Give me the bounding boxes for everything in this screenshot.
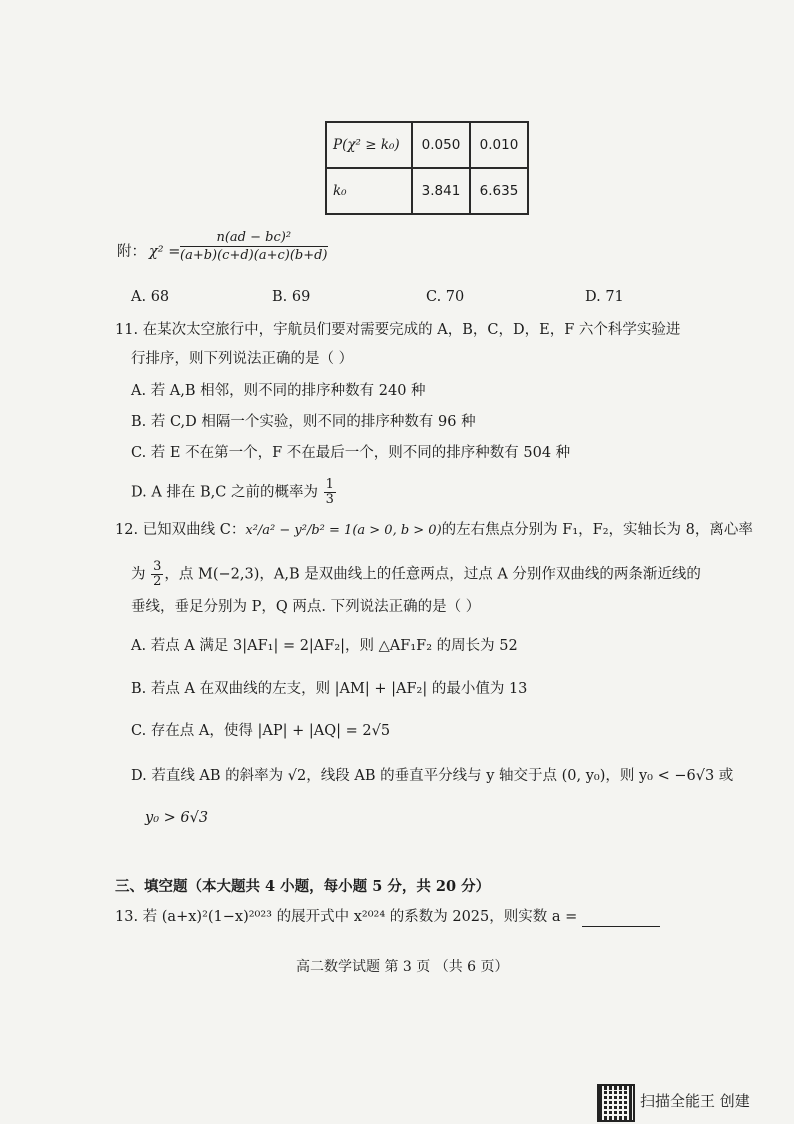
table-cell: P(χ² ≥ k₀) bbox=[326, 122, 412, 168]
fraction-numerator: n(ad − bc)² bbox=[180, 230, 328, 247]
q12-option-a: A. 若点 A 满足 3|AF₁| = 2|AF₂|，则 △AF₁F₂ 的周长为 52 bbox=[131, 638, 518, 654]
q12-stem-prefix: 12. 已知双曲线 C： bbox=[115, 522, 246, 538]
q12-stem2-prefix: 为 bbox=[131, 566, 146, 583]
q12-option-b: B. 若点 A 在双曲线的左支，则 |AM| + |AF₂| 的最小值为 13 bbox=[131, 681, 528, 697]
table-cell: k₀ bbox=[326, 168, 412, 214]
table-cell: 0.050 bbox=[412, 122, 470, 168]
q10-option-c: C. 70 bbox=[426, 289, 465, 305]
probability-fraction bbox=[324, 478, 336, 507]
q11-option-a: A. 若 A,B 相邻，则不同的排序种数有 240 种 bbox=[131, 383, 426, 399]
q11-stem-line1: 11. 在某次太空旅行中，宇航员们要对需要完成的 A，B，C，D，E，F 六个科学实验进 bbox=[115, 322, 681, 338]
fraction-denominator: (a+b)(c+d)(a+c)(b+d) bbox=[180, 248, 328, 263]
critical-value-table bbox=[325, 121, 529, 215]
qr-code-icon bbox=[597, 1084, 635, 1122]
q13-text: 13. 若 (a+x)²(1−x)²⁰²³ 的展开式中 x²⁰²⁴ 的系数为 2025，则实数 a = bbox=[115, 909, 578, 925]
q10-option-d: D. 71 bbox=[585, 289, 624, 305]
q13-stem bbox=[115, 907, 660, 927]
formula-lhs: χ² = bbox=[149, 244, 181, 260]
q10-option-b: B. 69 bbox=[272, 289, 311, 305]
table-cell: 6.635 bbox=[470, 168, 528, 214]
q11-option-d-text: D. A 排在 B,C 之前的概率为 bbox=[131, 484, 318, 501]
table-cell: 3.841 bbox=[412, 168, 470, 214]
q11-option-b: B. 若 C,D 相隔一个实验，则不同的排序种数有 96 种 bbox=[131, 414, 476, 430]
table-row bbox=[326, 122, 528, 168]
q12-option-d-line2: y₀ > 6√3 bbox=[145, 810, 209, 826]
eccentricity-fraction bbox=[151, 560, 163, 589]
hyperbola-equation: x²/a² − y²/b² = 1(a > 0, b > 0) bbox=[245, 523, 442, 538]
fraction-numerator: 3 bbox=[153, 559, 162, 574]
q12-option-d-line1: D. 若直线 AB 的斜率为 √2，线段 AB 的垂直平分线与 y 轴交于点 (0, y₀)，则 y₀ < −6√3 或 bbox=[131, 768, 734, 784]
scanner-watermark: 扫描全能王 创建 bbox=[640, 1092, 750, 1110]
formula-label: 附： bbox=[117, 244, 146, 260]
table-row bbox=[326, 168, 528, 214]
q12-stem-line3: 垂线，垂足分别为 P，Q 两点. 下列说法正确的是（ ） bbox=[131, 599, 481, 615]
q12-stem2-suffix: ，点 M(−2,3)，A,B 是双曲线上的任意两点，过点 A 分别作双曲线的两条渐近线的 bbox=[164, 566, 701, 583]
q11-stem-line2: 行排序，则下列说法正确的是（ ） bbox=[131, 351, 354, 367]
chi-square-fraction bbox=[180, 230, 328, 263]
q11-option-c: C. 若 E 不在第一个，F 不在最后一个，则不同的排序种数有 504 种 bbox=[131, 445, 571, 461]
page-footer: 高二数学试题 第 3 页 （共 6 页） bbox=[296, 959, 509, 975]
q12-option-c: C. 存在点 A，使得 |AP| + |AQ| = 2√5 bbox=[131, 723, 391, 739]
table-cell: 0.010 bbox=[470, 122, 528, 168]
fraction-denominator: 2 bbox=[153, 574, 162, 589]
answer-blank bbox=[582, 910, 660, 927]
section-3-title: 三、填空题（本大题共 4 小题，每小题 5 分，共 20 分） bbox=[115, 878, 491, 895]
q12-stem-line1 bbox=[115, 520, 753, 541]
q11-option-d bbox=[131, 478, 337, 507]
fraction-denominator: 3 bbox=[325, 492, 334, 507]
q12-stem-line2 bbox=[131, 560, 701, 589]
fraction-numerator: 1 bbox=[325, 477, 334, 492]
q10-option-a: A. 68 bbox=[131, 289, 170, 305]
q12-stem-suffix: 的左右焦点分别为 F₁，F₂，实轴长为 8，离心率 bbox=[441, 522, 753, 538]
